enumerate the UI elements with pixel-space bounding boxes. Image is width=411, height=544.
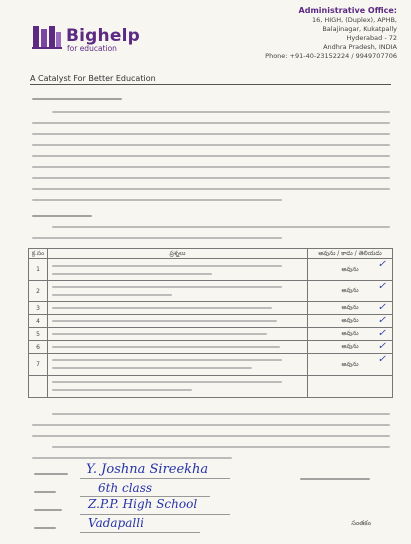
questionnaire-table: [28, 248, 393, 398]
signatory-name: [300, 478, 370, 480]
brand-name: Bighelp: [66, 26, 140, 46]
office-address: [265, 6, 397, 61]
answer-cell[interactable]: అవును ✓: [308, 281, 393, 302]
table-row: 5 అవును ✓: [29, 328, 393, 341]
student-class[interactable]: 6th class: [98, 481, 153, 495]
brand-subtitle: for education: [67, 44, 117, 53]
table-row: 1 అవును ✓: [29, 259, 393, 281]
answer-cell[interactable]: [308, 376, 393, 398]
check-mark-icon: ✓: [377, 354, 386, 365]
answer-cell[interactable]: అవును ✓: [308, 328, 393, 341]
village-name[interactable]: Vadapalli: [88, 516, 144, 530]
check-mark-icon: ✓: [377, 315, 386, 326]
header-question: ప్రశ్నలు: [48, 249, 308, 259]
school-name[interactable]: Z.P.P. High School: [88, 497, 198, 511]
check-mark-icon: ✓: [377, 259, 386, 270]
student-name[interactable]: Y. Joshna Sireekha: [86, 462, 209, 477]
office-line: Balajinagar, Kukatpally: [322, 25, 397, 34]
answer-cell[interactable]: అవును ✓: [308, 259, 393, 281]
sign-label: సంతకం: [351, 519, 371, 527]
table-row: 7 అవును ✓: [29, 354, 393, 376]
header-answer: అవును / కాదు / తెలియదు: [308, 249, 393, 259]
name-underline: [80, 478, 230, 479]
name-label: [34, 473, 68, 475]
answer-cell[interactable]: అవును ✓: [308, 354, 393, 376]
bighelp-logo-icon: [32, 24, 62, 50]
check-mark-icon: ✓: [377, 302, 386, 313]
tagline: A Catalyst For Better Education: [30, 74, 156, 83]
answer-cell[interactable]: అవును ✓: [308, 341, 393, 354]
office-title: Administrative Office:: [298, 6, 397, 15]
check-mark-icon: ✓: [377, 281, 386, 292]
header-sno: క్ర.సం: [29, 249, 48, 259]
table-row: 3 అవును ✓: [29, 302, 393, 315]
table-row: 4 అవును ✓: [29, 315, 393, 328]
office-phone: Phone: +91-40-23152224 / 9949707706: [265, 52, 397, 61]
office-line: 16, HIGH, (Duplex), APHB,: [311, 16, 397, 24]
check-mark-icon: ✓: [377, 341, 386, 352]
answer-cell[interactable]: అవును ✓: [308, 315, 393, 328]
table-row: [29, 376, 393, 398]
school-label: [34, 509, 62, 511]
check-mark-icon: ✓: [377, 328, 386, 339]
answer-cell[interactable]: అవును ✓: [308, 302, 393, 315]
village-label: [34, 527, 56, 529]
table-header-row: [29, 249, 393, 259]
greeting-line: [32, 98, 122, 100]
village-underline: [80, 532, 200, 533]
table-row: 2 అవును ✓: [29, 281, 393, 302]
class-label: [34, 491, 56, 493]
office-line: Hyderabad - 72: [346, 34, 397, 43]
office-line: Andhra Pradesh, INDIA: [323, 43, 397, 52]
header-divider: [30, 84, 391, 85]
school-underline: [80, 514, 230, 515]
table-row: 6 అవును ✓: [29, 341, 393, 354]
